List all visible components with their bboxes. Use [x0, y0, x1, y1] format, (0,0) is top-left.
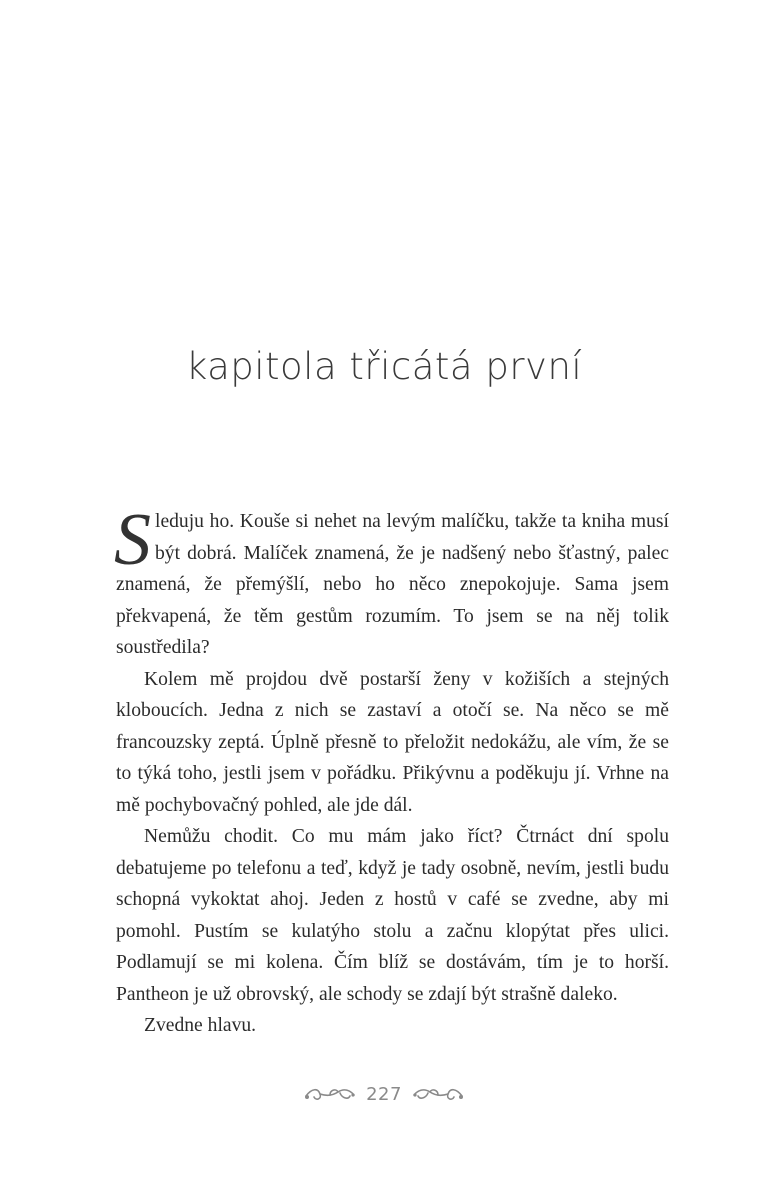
page-number: 227	[366, 1083, 402, 1105]
paragraph: Zvedne hlavu.	[144, 1015, 257, 1036]
body-text	[114, 499, 669, 1042]
paragraph-text: leduju ho. Kouše si nehet na levým malíčku, takže ta kniha musí být dobrá. Malíček znamená, že je nadšený nebo šťastný, palec znamená, že přemýšlí, nebo ho něco znepokojuje. Sama jsem překvapená, že těm gestům rozumím. To jsem se na něj tolik soustředila?	[116, 511, 669, 658]
paragraph: Nemůžu chodit. Co mu mám jako říct? Čtrnáct dní spolu debatujeme po telefonu a teď, když je tady osobně, nevím, jestli budu schopná vykoktat ahoj. Jeden z hostů v café se zvedne, aby mi pomohl. Pustím se kulatýho stolu a začnu klopýtat přes ulici. Podlamují se mi kolena. Čím blíž se dostávám, tím je to horší. Pantheon je už obrovský, ale schody se zdají být strašně daleko.	[116, 826, 669, 1005]
drop-cap: S	[114, 499, 151, 581]
paragraph	[114, 499, 669, 664]
chapter-title: kapitola třicátá první	[185, 345, 583, 388]
flourish-ornament-icon	[412, 1082, 464, 1106]
flourish-ornament-icon	[304, 1082, 356, 1106]
page-footer	[0, 1082, 768, 1106]
paragraph: Kolem mě projdou dvě postarší ženy v kožiších a stejných kloboucích. Jedna z nich se zastaví a otočí se. Na něco se mě francouzsky zeptá. Úplně přesně to přeložit nedokážu, ale vím, že se to týká toho, jestli jsem v pořádku. Přikývnu a poděkuju jí. Vrhne na mě pochybovačný pohled, ale jde dál.	[116, 668, 669, 816]
